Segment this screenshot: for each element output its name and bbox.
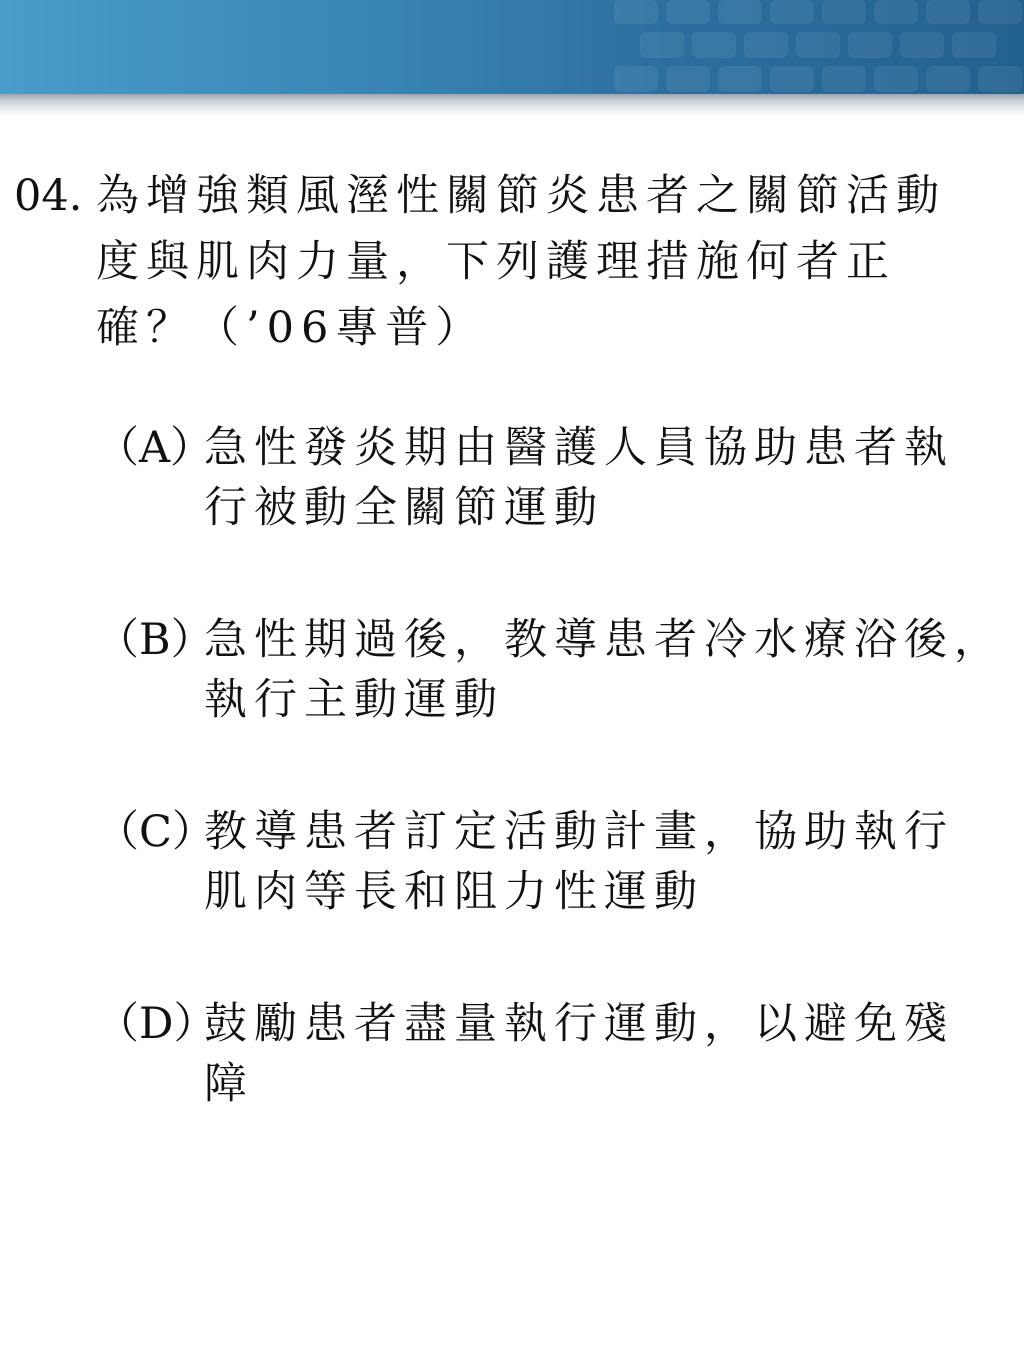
header-divider bbox=[0, 94, 1024, 116]
option-a-text: 急性發炎期由醫護人員協助患者執 行被動全關節運動 bbox=[204, 423, 954, 533]
question-number: 04. bbox=[14, 171, 83, 221]
option-b-label: （B） bbox=[96, 615, 214, 665]
option-c-text: 教導患者訂定活動計畫，協助執行 肌肉等長和阻力性運動 bbox=[204, 807, 954, 917]
option-d-text: 鼓勵患者盡量執行運動，以避免殘 障 bbox=[204, 999, 954, 1109]
question-text: 為增強類風溼性關節炎患者之關節活動 度與肌肉力量，下列護理措施何者正 確？（’06專普） bbox=[96, 171, 946, 353]
option-b-text: 急性期過後，教導患者冷水療浴後， 執行主動運動 bbox=[204, 615, 1004, 725]
header-tile-pattern bbox=[604, 0, 1024, 94]
header-band bbox=[0, 0, 1024, 94]
option-c-label: （C） bbox=[96, 807, 215, 857]
option-d-label: （D） bbox=[96, 999, 217, 1049]
option-a-label: （A） bbox=[96, 423, 214, 473]
